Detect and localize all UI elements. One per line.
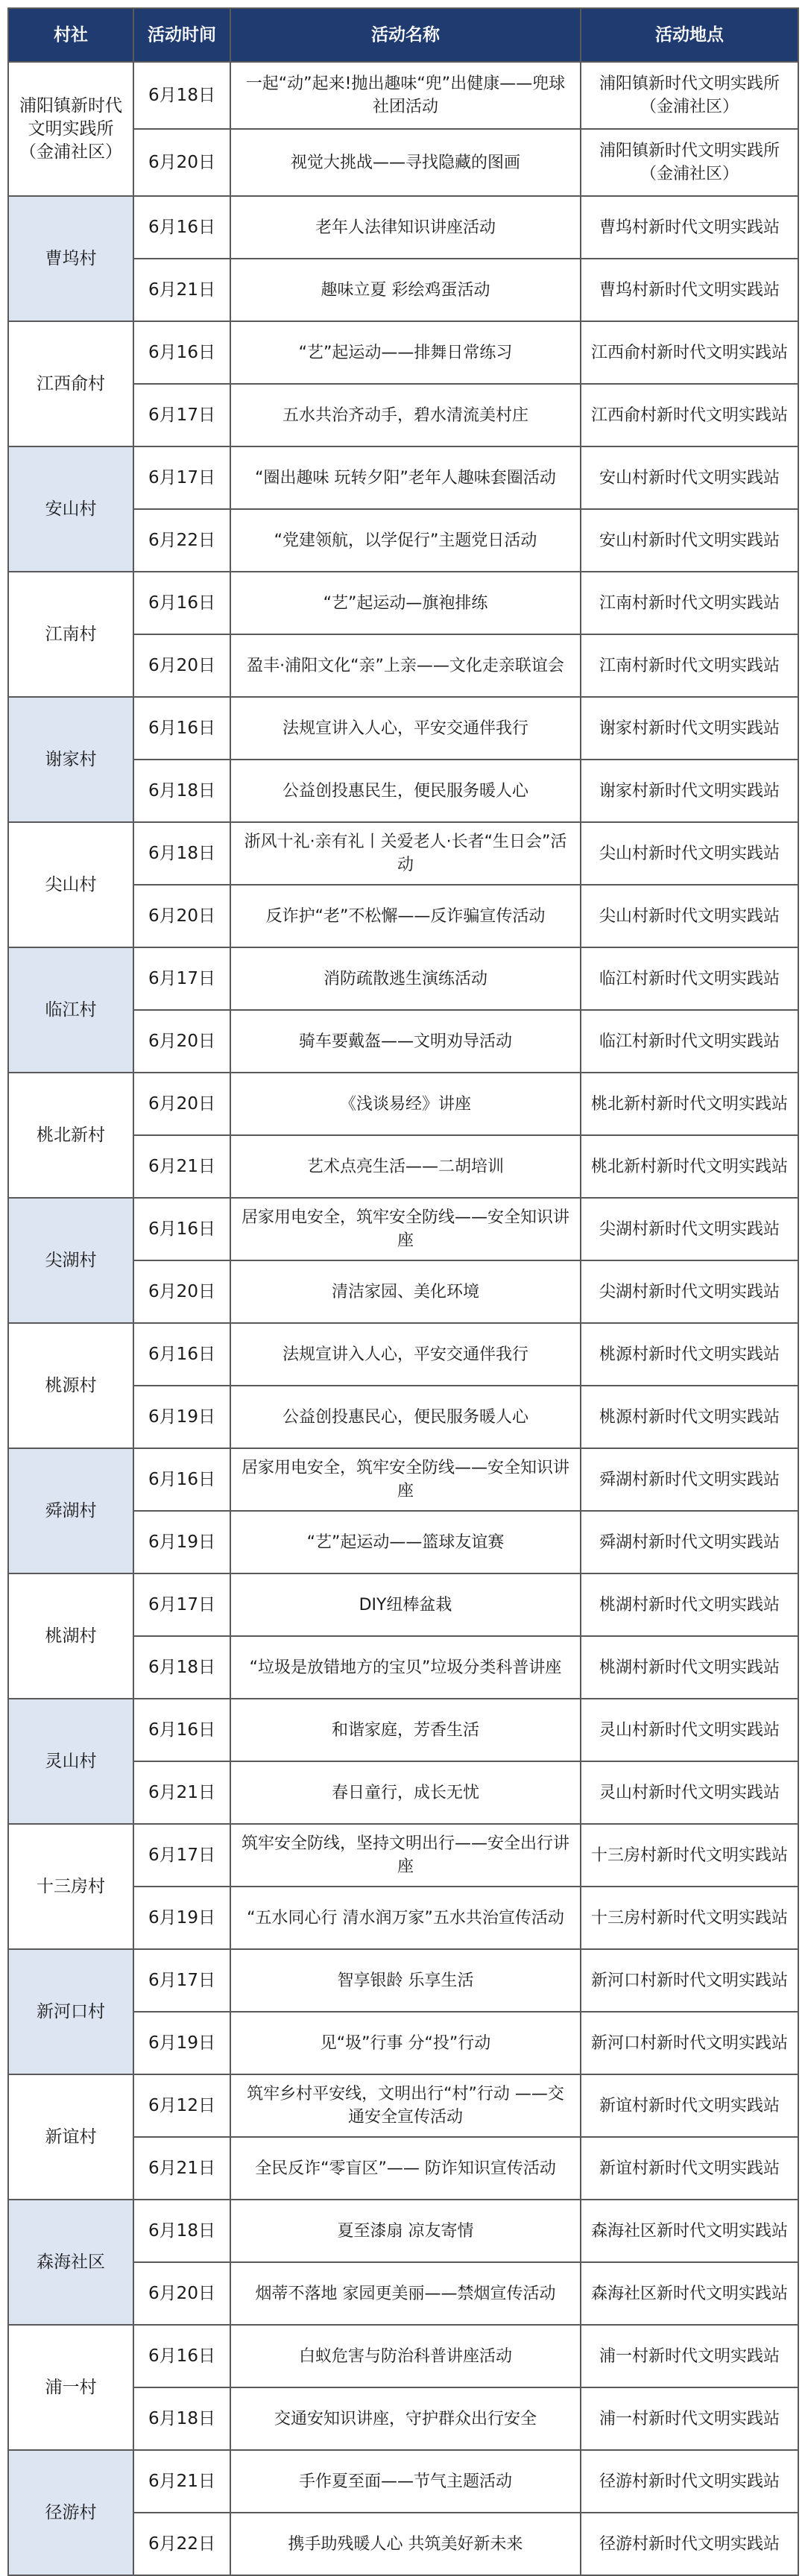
date-cell: 6月18日	[133, 62, 230, 129]
activity-cell: 《浅谈易经》讲座	[230, 1073, 581, 1135]
location-cell: 径游村新时代文明实践站	[581, 2450, 798, 2513]
table-header	[8, 8, 798, 62]
date-cell: 6月18日	[133, 1636, 230, 1699]
village-cell: 新河口村	[8, 1949, 133, 2074]
table-row	[8, 321, 798, 384]
location-cell: 谢家村新时代文明实践站	[581, 697, 798, 760]
location-cell: 曹坞村新时代文明实践站	[581, 259, 798, 321]
village-cell: 尖湖村	[8, 1198, 133, 1323]
table-row	[8, 822, 798, 885]
location-cell: 灵山村新时代文明实践站	[581, 1761, 798, 1824]
table-row	[8, 62, 798, 129]
activity-cell: 手作夏至面——节气主题活动	[230, 2450, 581, 2513]
activity-cell: 公益创投惠民生，便民服务暖人心	[230, 760, 581, 822]
date-cell: 6月19日	[133, 1511, 230, 1573]
date-cell: 6月20日	[133, 129, 230, 196]
activity-cell: “五水同心行 清水润万家”五水共治宣传活动	[230, 1887, 581, 1949]
activity-cell: DIY纽棒盆栽	[230, 1573, 581, 1636]
table-row	[8, 572, 798, 634]
date-cell: 6月21日	[133, 2450, 230, 2513]
table-row	[8, 947, 798, 1010]
village-group	[8, 2200, 798, 2325]
date-cell: 6月19日	[133, 2012, 230, 2074]
village-group	[8, 1573, 798, 1699]
location-cell: 浦阳镇新时代文明实践所（金浦社区）	[581, 62, 798, 129]
table-row	[8, 1448, 798, 1511]
location-cell: 桃北新村新时代文明实践站	[581, 1135, 798, 1198]
activity-cell: 公益创投惠民心，便民服务暖人心	[230, 1386, 581, 1448]
location-cell: 灵山村新时代文明实践站	[581, 1699, 798, 1761]
location-cell: 十三房村新时代文明实践站	[581, 1824, 798, 1887]
header-row	[8, 8, 798, 62]
location-cell: 谢家村新时代文明实践站	[581, 760, 798, 822]
date-cell: 6月17日	[133, 446, 230, 509]
activity-cell: “圈出趣味 玩转夕阳”老年人趣味套圈活动	[230, 446, 581, 509]
location-cell: 舜湖村新时代文明实践站	[581, 1511, 798, 1573]
location-cell: 舜湖村新时代文明实践站	[581, 1448, 798, 1511]
table-row	[8, 1573, 798, 1636]
activity-schedule-table	[7, 7, 799, 2576]
date-cell: 6月18日	[133, 2200, 230, 2262]
table-row	[8, 2450, 798, 2513]
activity-cell: 春日童行，成长无忧	[230, 1761, 581, 1824]
activity-cell: 法规宣讲入人心，平安交通伴我行	[230, 1323, 581, 1386]
date-cell: 6月16日	[133, 196, 230, 259]
activity-cell: 携手助残暖人心 共筑美好新未来	[230, 2513, 581, 2575]
table-row	[8, 1699, 798, 1761]
activity-cell: 交通安知识讲座，守护群众出行安全	[230, 2387, 581, 2450]
village-cell: 曹坞村	[8, 196, 133, 321]
village-group	[8, 947, 798, 1073]
table-row	[8, 196, 798, 259]
location-cell: 桃湖村新时代文明实践站	[581, 1636, 798, 1699]
village-group	[8, 697, 798, 822]
activity-cell: 五水共治齐动手，碧水清流美村庄	[230, 384, 581, 446]
village-cell: 江南村	[8, 572, 133, 697]
activity-cell: 全民反诈“零盲区”—— 防诈知识宣传活动	[230, 2137, 581, 2200]
table-row	[8, 2074, 798, 2137]
activity-cell: “艺”起运动——篮球友谊赛	[230, 1511, 581, 1573]
table-row	[8, 1323, 798, 1386]
table-row	[8, 1198, 798, 1260]
location-cell: 桃湖村新时代文明实践站	[581, 1573, 798, 1636]
date-cell: 6月12日	[133, 2074, 230, 2137]
table-row	[8, 2325, 798, 2387]
date-cell: 6月20日	[133, 1010, 230, 1073]
village-group	[8, 2450, 798, 2575]
activity-cell: 烟蒂不落地 家园更美丽——禁烟宣传活动	[230, 2262, 581, 2325]
activity-cell: 浙风十礼·亲有礼丨关爱老人·长者“生日会”活动	[230, 822, 581, 885]
date-cell: 6月16日	[133, 1699, 230, 1761]
date-cell: 6月22日	[133, 509, 230, 572]
location-cell: 桃北新村新时代文明实践站	[581, 1073, 798, 1135]
activity-cell: 居家用电安全，筑牢安全防线——安全知识讲座	[230, 1448, 581, 1511]
location-cell: 浦一村新时代文明实践站	[581, 2387, 798, 2450]
activity-cell: “党建领航，以学促行”主题党日活动	[230, 509, 581, 572]
activity-cell: 清洁家园、美化环境	[230, 1260, 581, 1323]
village-group	[8, 1198, 798, 1323]
location-cell: 森海社区新时代文明实践站	[581, 2262, 798, 2325]
header-village: 村社	[8, 8, 133, 62]
activity-cell: “艺”起运动—旗袍排练	[230, 572, 581, 634]
activity-cell: 视觉大挑战——寻找隐藏的图画	[230, 129, 581, 196]
header-location: 活动地点	[581, 8, 798, 62]
date-cell: 6月17日	[133, 1573, 230, 1636]
date-cell: 6月16日	[133, 321, 230, 384]
date-cell: 6月20日	[133, 634, 230, 697]
location-cell: 桃源村新时代文明实践站	[581, 1386, 798, 1448]
date-cell: 6月19日	[133, 1887, 230, 1949]
village-group	[8, 1824, 798, 1949]
location-cell: 新河口村新时代文明实践站	[581, 1949, 798, 2012]
village-cell: 临江村	[8, 947, 133, 1073]
date-cell: 6月20日	[133, 1073, 230, 1135]
table-row	[8, 2200, 798, 2262]
activity-cell: 居家用电安全，筑牢安全防线——安全知识讲座	[230, 1198, 581, 1260]
date-cell: 6月21日	[133, 259, 230, 321]
village-group	[8, 1699, 798, 1824]
village-cell: 浦一村	[8, 2325, 133, 2450]
village-cell: 桃湖村	[8, 1573, 133, 1699]
village-group	[8, 321, 798, 446]
location-cell: 浦一村新时代文明实践站	[581, 2325, 798, 2387]
location-cell: 新谊村新时代文明实践站	[581, 2137, 798, 2200]
table-row	[8, 1073, 798, 1135]
date-cell: 6月16日	[133, 1323, 230, 1386]
date-cell: 6月22日	[133, 2513, 230, 2575]
date-cell: 6月21日	[133, 1761, 230, 1824]
village-cell: 安山村	[8, 446, 133, 572]
village-group	[8, 822, 798, 947]
village-cell: 灵山村	[8, 1699, 133, 1824]
village-group	[8, 62, 798, 196]
activity-cell: “艺”起运动——排舞日常练习	[230, 321, 581, 384]
location-cell: 尖山村新时代文明实践站	[581, 822, 798, 885]
header-date: 活动时间	[133, 8, 230, 62]
location-cell: 新河口村新时代文明实践站	[581, 2012, 798, 2074]
village-cell: 浦阳镇新时代文明实践所（金浦社区）	[8, 62, 133, 196]
date-cell: 6月16日	[133, 1448, 230, 1511]
village-group	[8, 446, 798, 572]
date-cell: 6月18日	[133, 822, 230, 885]
location-cell: 森海社区新时代文明实践站	[581, 2200, 798, 2262]
date-cell: 6月20日	[133, 2262, 230, 2325]
location-cell: 尖湖村新时代文明实践站	[581, 1198, 798, 1260]
activity-cell: 夏至漆扇 凉友寄情	[230, 2200, 581, 2262]
village-group	[8, 2325, 798, 2450]
location-cell: 径游村新时代文明实践站	[581, 2513, 798, 2575]
date-cell: 6月18日	[133, 2387, 230, 2450]
location-cell: 江西俞村新时代文明实践站	[581, 321, 798, 384]
activity-cell: 艺术点亮生活——二胡培训	[230, 1135, 581, 1198]
activity-cell: “垃圾是放错地方的宝贝”垃圾分类科普讲座	[230, 1636, 581, 1699]
village-cell: 尖山村	[8, 822, 133, 947]
village-cell: 桃源村	[8, 1323, 133, 1448]
activity-cell: 筑牢安全防线，坚持文明出行——安全出行讲座	[230, 1824, 581, 1887]
date-cell: 6月19日	[133, 1386, 230, 1448]
date-cell: 6月21日	[133, 2137, 230, 2200]
date-cell: 6月20日	[133, 885, 230, 947]
activity-cell: 见“圾”行事 分“投”行动	[230, 2012, 581, 2074]
village-group	[8, 196, 798, 321]
date-cell: 6月18日	[133, 760, 230, 822]
date-cell: 6月17日	[133, 947, 230, 1010]
activity-cell: 消防疏散逃生演练活动	[230, 947, 581, 1010]
date-cell: 6月17日	[133, 1949, 230, 2012]
location-cell: 桃源村新时代文明实践站	[581, 1323, 798, 1386]
village-cell: 江西俞村	[8, 321, 133, 446]
location-cell: 江西俞村新时代文明实践站	[581, 384, 798, 446]
village-cell: 径游村	[8, 2450, 133, 2575]
location-cell: 临江村新时代文明实践站	[581, 947, 798, 1010]
village-group	[8, 1448, 798, 1573]
date-cell: 6月16日	[133, 2325, 230, 2387]
location-cell: 江南村新时代文明实践站	[581, 572, 798, 634]
activity-cell: 盈丰·浦阳文化“亲”上亲——文化走亲联谊会	[230, 634, 581, 697]
date-cell: 6月21日	[133, 1135, 230, 1198]
table-row	[8, 1824, 798, 1887]
date-cell: 6月16日	[133, 572, 230, 634]
activity-cell: 白蚁危害与防治科普讲座活动	[230, 2325, 581, 2387]
activity-cell: 趣味立夏 彩绘鸡蛋活动	[230, 259, 581, 321]
location-cell: 尖山村新时代文明实践站	[581, 885, 798, 947]
activity-cell: 智享银龄 乐享生活	[230, 1949, 581, 2012]
date-cell: 6月17日	[133, 384, 230, 446]
village-group	[8, 1073, 798, 1198]
table-row	[8, 1949, 798, 2012]
table-row	[8, 697, 798, 760]
header-activity: 活动名称	[230, 8, 581, 62]
location-cell: 尖湖村新时代文明实践站	[581, 1260, 798, 1323]
village-cell: 十三房村	[8, 1824, 133, 1949]
location-cell: 临江村新时代文明实践站	[581, 1010, 798, 1073]
location-cell: 浦阳镇新时代文明实践所（金浦社区）	[581, 129, 798, 196]
location-cell: 安山村新时代文明实践站	[581, 446, 798, 509]
date-cell: 6月20日	[133, 1260, 230, 1323]
village-cell: 谢家村	[8, 697, 133, 822]
activity-cell: 反诈护“老”不松懈——反诈骗宣传活动	[230, 885, 581, 947]
location-cell: 新谊村新时代文明实践站	[581, 2074, 798, 2137]
village-cell: 森海社区	[8, 2200, 133, 2325]
activity-cell: 和谐家庭，芳香生活	[230, 1699, 581, 1761]
village-group	[8, 572, 798, 697]
activity-cell: 老年人法律知识讲座活动	[230, 196, 581, 259]
location-cell: 安山村新时代文明实践站	[581, 509, 798, 572]
activity-cell: 法规宣讲入人心，平安交通伴我行	[230, 697, 581, 760]
village-group	[8, 2074, 798, 2200]
table-row	[8, 446, 798, 509]
location-cell: 江南村新时代文明实践站	[581, 634, 798, 697]
date-cell: 6月16日	[133, 1198, 230, 1260]
village-group	[8, 1323, 798, 1448]
location-cell: 曹坞村新时代文明实践站	[581, 196, 798, 259]
date-cell: 6月16日	[133, 697, 230, 760]
village-group	[8, 1949, 798, 2074]
village-cell: 新谊村	[8, 2074, 133, 2200]
location-cell: 十三房村新时代文明实践站	[581, 1887, 798, 1949]
activity-cell: 一起“动”起来!抛出趣味“兜”出健康——兜球社团活动	[230, 62, 581, 129]
village-cell: 舜湖村	[8, 1448, 133, 1573]
activity-cell: 骑车要戴盔——文明劝导活动	[230, 1010, 581, 1073]
activity-cell: 筑牢乡村平安线，文明出行“村”行动 ——交通安全宣传活动	[230, 2074, 581, 2137]
date-cell: 6月17日	[133, 1824, 230, 1887]
village-cell: 桃北新村	[8, 1073, 133, 1198]
